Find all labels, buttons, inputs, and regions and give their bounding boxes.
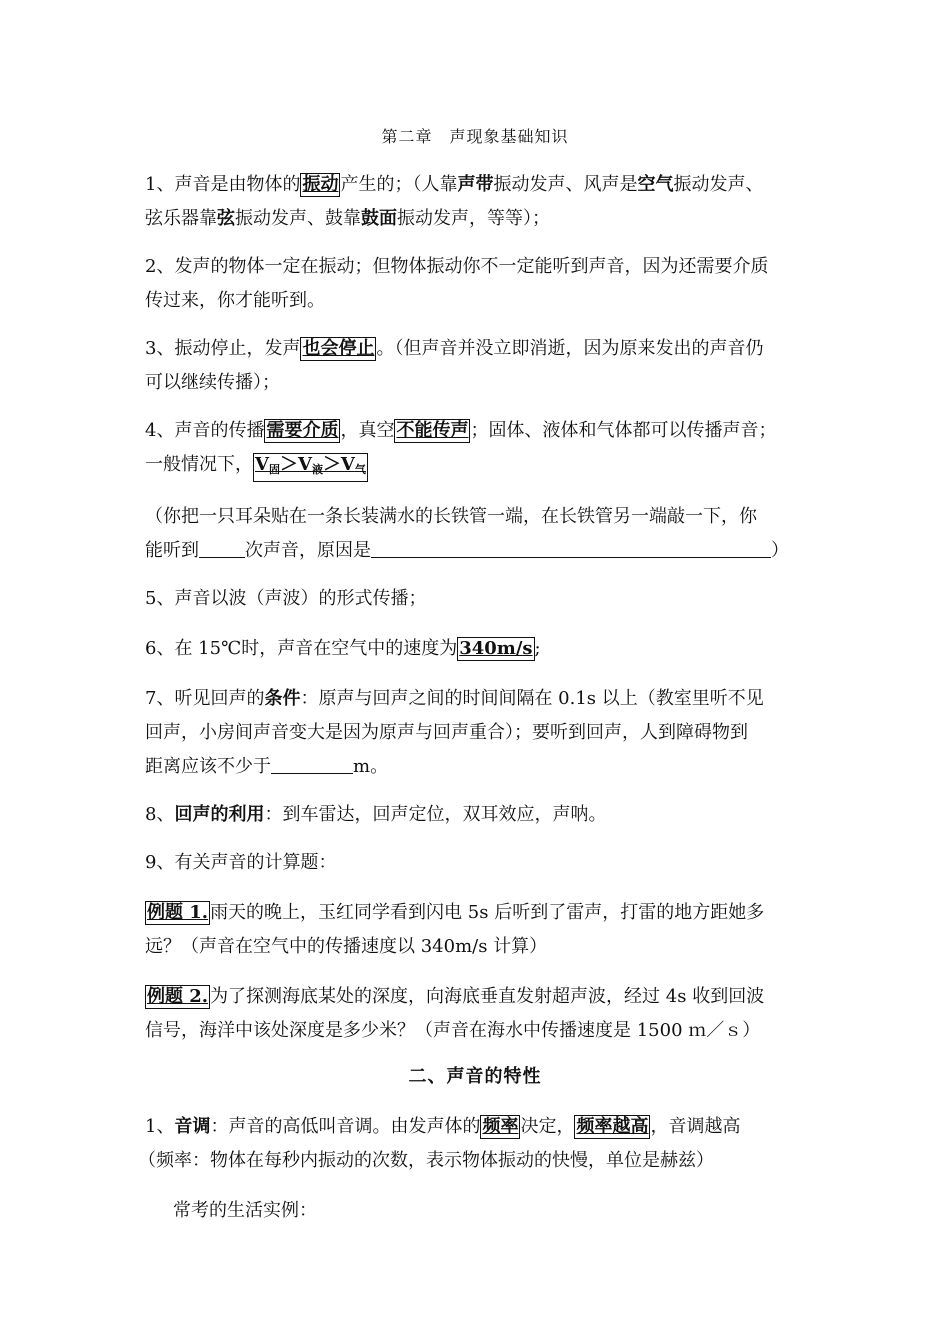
boxed-term: 频率越高	[576, 1116, 649, 1137]
text: 6、在 15℃时，声音在空气中的速度为	[145, 638, 458, 659]
boxed-term: 不能传声	[396, 420, 469, 441]
bold-term: 鼓面	[361, 208, 397, 229]
item-1-line-1	[145, 168, 815, 202]
example-1-line-2: 远？（声音在空气中的传播速度以 340m/s 计算）	[145, 936, 548, 957]
example-1-line-1	[145, 896, 815, 930]
boxed-term: 振动	[302, 174, 339, 195]
item-6	[145, 632, 815, 666]
bold-term: 弦	[217, 208, 235, 229]
text: 4、声音的传播	[145, 420, 265, 441]
section-heading: 二、声音的特性	[408, 1066, 542, 1087]
text: 振动发声、	[673, 174, 764, 195]
text: 能听到	[145, 540, 199, 561]
text: 为了探测海底某处的深度，向海底垂直发射超声波，经过 4s 收到回波	[210, 986, 765, 1007]
text: 次声音，原因是	[245, 540, 371, 561]
text: 弦乐器靠	[145, 208, 217, 229]
item-3-line-2: 可以继续传播）；	[145, 372, 280, 393]
answer-blank[interactable]	[199, 539, 245, 558]
item-2-line-2: 传过来，你才能听到。	[145, 290, 325, 311]
bold-term: 空气	[637, 174, 674, 195]
text: 距离应该不少于	[145, 756, 271, 777]
text: ：到车雷达，回声定位，双耳效应，声呐。	[264, 804, 607, 825]
item-8	[145, 798, 815, 832]
text: ，真空	[340, 420, 395, 441]
item-3-line-1	[145, 332, 815, 366]
item-4-line-2	[145, 448, 815, 482]
text: ;	[534, 638, 541, 659]
text: 3、振动停止，发声	[145, 338, 301, 359]
example-2-line-2: 信号，海洋中该处深度是多少米？（声音在海水中传播速度是 1500 ｍ／ｓ）	[145, 1020, 761, 1041]
boxed-term: 340m/s	[459, 638, 533, 659]
boxed-term: 需要介质	[266, 420, 339, 441]
text: 振动发声、风声是	[493, 174, 638, 195]
text: 振动发声，等等）；	[397, 208, 550, 229]
item-7-line-2: 回声，小房间声音变大是因为原声与回声重合）；要听到回声，人到障碍物到	[145, 722, 748, 743]
item-7-line-1	[145, 682, 815, 716]
text: 7、听见回声的	[145, 688, 265, 709]
bold-term: 音调	[174, 1116, 211, 1137]
text: 一般情况下，	[145, 454, 253, 475]
item-1-line-2	[145, 202, 815, 236]
example-label: 例题 2.	[147, 986, 209, 1007]
item-4-note-line-2	[145, 534, 815, 568]
text: ；固体、液体和气体都可以传播声音；	[470, 420, 777, 441]
item-4-note-line-1: （你把一只耳朵贴在一条长装满水的长铁管一端，在长铁管另一端敲一下，你	[145, 506, 757, 527]
text: ：原声与回声之间的时间间隔在 0.1s 以上（教室里听不见	[300, 688, 764, 709]
boxed-term: 频率	[482, 1116, 519, 1137]
answer-blank[interactable]	[271, 755, 353, 774]
answer-blank[interactable]	[371, 539, 771, 558]
pitch-line-1	[145, 1110, 815, 1144]
item-5: 5、声音以波（声波）的形式传播；	[145, 588, 427, 609]
example-label: 例题 1.	[147, 902, 209, 923]
item-9: 9、有关声音的计算题：	[145, 852, 337, 873]
pitch-line-2: （频率：物体在每秒内振动的次数，表示物体振动的快慢，单位是赫兹）	[138, 1150, 714, 1171]
text: m。	[353, 756, 389, 777]
chapter-title: 第二章 声现象基础知识	[381, 127, 569, 146]
text: 。（但声音并没立即消逝，因为原来发出的声音仍	[376, 338, 764, 359]
bold-term: 回声的利用	[174, 804, 265, 825]
bold-term: 条件	[264, 688, 301, 709]
example-2-line-1	[145, 980, 815, 1014]
text: ，音调越高	[650, 1116, 741, 1137]
text: ：声音的高低叫音调。由发声体的	[210, 1116, 481, 1137]
text: 产生的；（人靠	[340, 174, 458, 195]
item-4-line-1	[145, 414, 815, 448]
text: 8、	[145, 804, 175, 825]
text: 决定，	[520, 1116, 575, 1137]
text: 1、声音是由物体的	[145, 174, 301, 195]
text: 雨天的晚上，玉红同学看到闪电 5s 后听到了雷声，打雷的地方距她多	[210, 902, 765, 923]
text: ）	[771, 540, 789, 561]
speed-formula-box: $V_固>V_液>V_气$	[253, 453, 368, 482]
item-7-line-3	[145, 750, 815, 784]
boxed-term: 也会停止	[302, 338, 375, 359]
text: 振动发声、鼓靠	[235, 208, 361, 229]
life-examples-heading: 常考的生活实例：	[173, 1200, 317, 1221]
item-2-line-1: 2、发声的物体一定在振动；但物体振动你不一定能听到声音，因为还需要介质	[145, 256, 769, 277]
bold-term: 声带	[457, 174, 494, 195]
text: 1、	[145, 1116, 175, 1137]
